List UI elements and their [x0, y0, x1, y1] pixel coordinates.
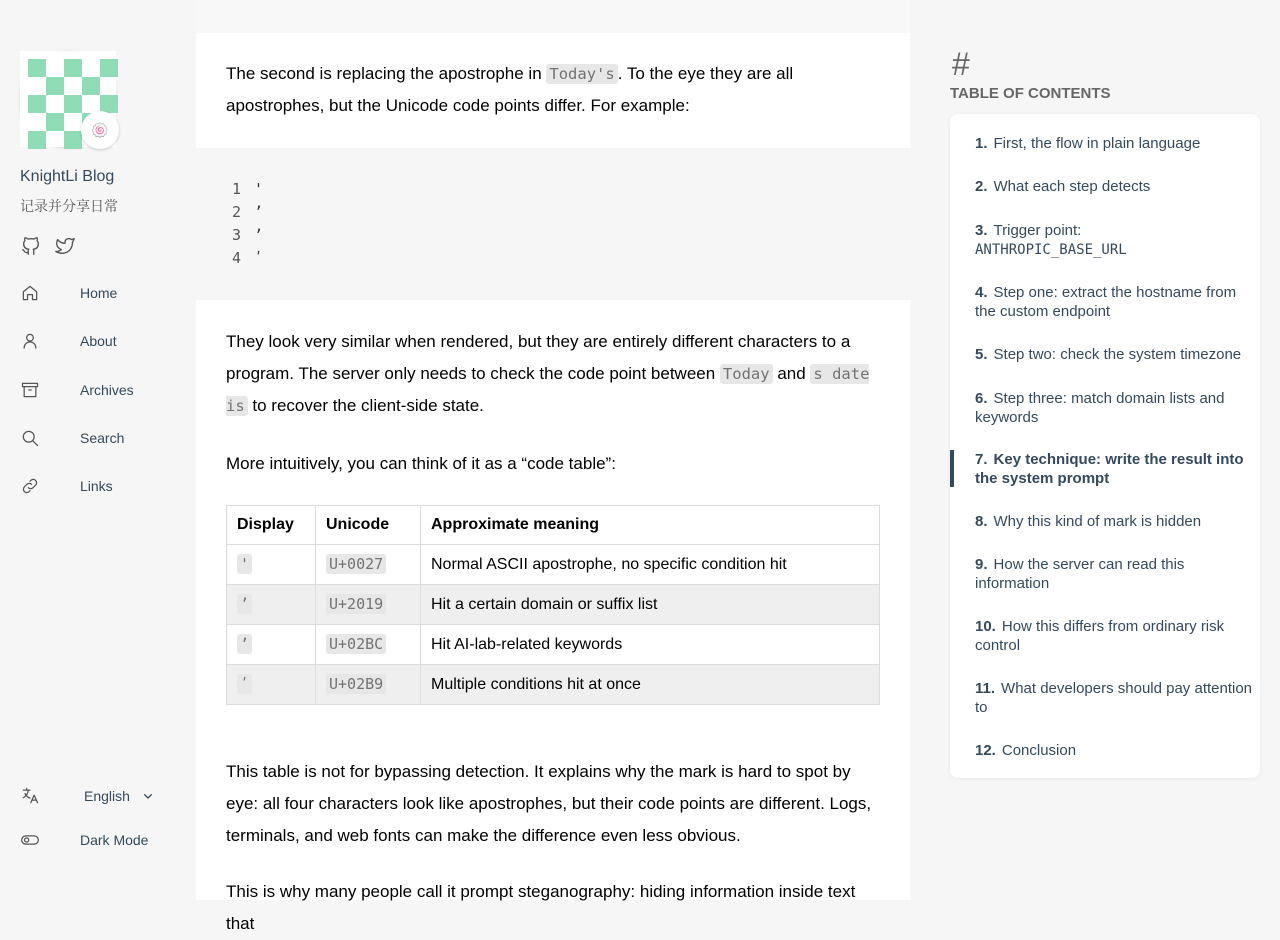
paragraph-steganography: This is why many people call it prompt steganography: hiding information inside text that	[226, 882, 856, 933]
toc-title: TABLE OF CONTENTS	[950, 85, 1111, 102]
sidebar	[0, 0, 196, 900]
toc-active-indicator	[950, 450, 954, 487]
toc-item-active[interactable]: 7. Key technique: write the result into the system prompt	[975, 451, 1244, 487]
toc-item[interactable]: 12. Conclusion	[975, 742, 1077, 759]
dark-mode-label: Dark Mode	[80, 832, 149, 848]
avatar-status-emoji: 🍥	[81, 111, 119, 149]
table-cell: Hit AI-lab-related keywords	[421, 625, 880, 665]
translate-icon	[20, 786, 40, 806]
nav-label-search: Search	[80, 430, 125, 446]
nav-item-archives[interactable]	[0, 375, 196, 405]
home-icon	[20, 283, 40, 303]
site-title[interactable]: KnightLi Blog	[20, 168, 115, 185]
hash-icon: #	[952, 46, 970, 82]
nav-item-home[interactable]	[0, 278, 196, 308]
code-block	[196, 148, 910, 300]
toc-item[interactable]: 1. First, the flow in plain language	[975, 135, 1201, 152]
language-label: English	[84, 788, 130, 804]
code-line: 2 ’	[232, 203, 264, 221]
article-content	[196, 0, 910, 933]
table-row	[227, 545, 880, 585]
table-row	[227, 625, 880, 665]
toc-item[interactable]: 3. Trigger point: ANTHROPIC_BASE_URL	[975, 222, 1127, 258]
table-row	[227, 665, 880, 705]
toc-item[interactable]: 9. How the server can read this information	[975, 556, 1185, 592]
toggle-icon	[20, 830, 40, 850]
table-cell: U+0027	[316, 545, 421, 585]
table-cell: ’	[227, 585, 316, 625]
toc-item[interactable]: 2. What each step detects	[975, 178, 1151, 195]
table-header: Unicode	[316, 506, 421, 545]
toc-item[interactable]: 4. Step one: extract the hostname from the custom endpoint	[975, 284, 1237, 320]
table-cell: '	[227, 545, 316, 585]
table-cell: ʹ	[227, 665, 316, 705]
nav-label-about: About	[80, 333, 117, 349]
inline-code: Today	[720, 364, 773, 384]
table-header-row	[227, 506, 880, 545]
table-header: Display	[227, 506, 316, 545]
inline-code: Today's	[546, 64, 617, 84]
toc-item[interactable]: 5. Step two: check the system timezone	[975, 346, 1242, 363]
table-cell: Multiple conditions hit at once	[421, 665, 880, 705]
paragraph-table-explanation: This table is not for bypassing detection. It explains why the mark is hard to spot by eye: all four characters look like apostrophes, but their code points are different. Logs, terminals, and web fonts can make the difference even less obvious.	[226, 762, 872, 845]
link-icon	[20, 476, 40, 496]
table-cell: U+2019	[316, 585, 421, 625]
nav-label-home: Home	[80, 285, 118, 301]
code-line: 4 ʹ	[232, 249, 264, 267]
user-icon	[20, 331, 40, 351]
paragraph-code-points: They look very similar when rendered, but they are entirely different characters to a program. The server only needs to check the code point between Today and s date is to recover the client-side state.	[226, 332, 870, 415]
language-select[interactable]	[0, 782, 196, 810]
toc-item[interactable]: 11. What developers should pay attention to	[975, 680, 1253, 716]
nav-label-archives: Archives	[80, 382, 134, 398]
paragraph-apostrophe-intro: The second is replacing the apostrophe in Today's . To the eye they are all apostrophes, but the Unicode code points differ. For example:	[226, 64, 794, 115]
nav-item-about[interactable]	[0, 326, 196, 356]
chevron-down-icon	[140, 788, 156, 804]
github-icon[interactable]	[20, 235, 42, 257]
table-cell: Normal ASCII apostrophe, no specific condition hit	[421, 545, 880, 585]
twitter-icon[interactable]	[54, 235, 76, 257]
previous-code-block-end	[196, 0, 910, 33]
unicode-table	[226, 505, 880, 705]
dark-mode-toggle[interactable]	[0, 825, 196, 855]
table-cell: U+02BC	[316, 625, 421, 665]
site-subtitle: 记录并分享日常	[20, 199, 118, 215]
code-line: 3 ʼ	[232, 226, 264, 244]
archive-icon	[20, 380, 40, 400]
toc-item[interactable]: 8. Why this kind of mark is hidden	[975, 513, 1202, 530]
code-line: 1 '	[232, 180, 264, 198]
nav-label-links: Links	[80, 478, 113, 494]
inline-code: s date is	[226, 365, 870, 415]
search-icon	[20, 428, 40, 448]
toc-item[interactable]: 6. Step three: match domain lists and keywords	[975, 390, 1225, 426]
nav-item-links[interactable]	[0, 471, 196, 501]
toc-item[interactable]: 10. How this differs from ordinary risk control	[975, 618, 1225, 654]
table-cell: ʼ	[227, 625, 316, 665]
table-header: Approximate meaning	[421, 506, 880, 545]
table-cell: Hit a certain domain or suffix list	[421, 585, 880, 625]
paragraph-code-table-intro: More intuitively, you can think of it as a “code table”:	[226, 454, 616, 473]
table-cell: U+02B9	[316, 665, 421, 705]
nav-item-search[interactable]	[0, 423, 196, 453]
table-row	[227, 585, 880, 625]
